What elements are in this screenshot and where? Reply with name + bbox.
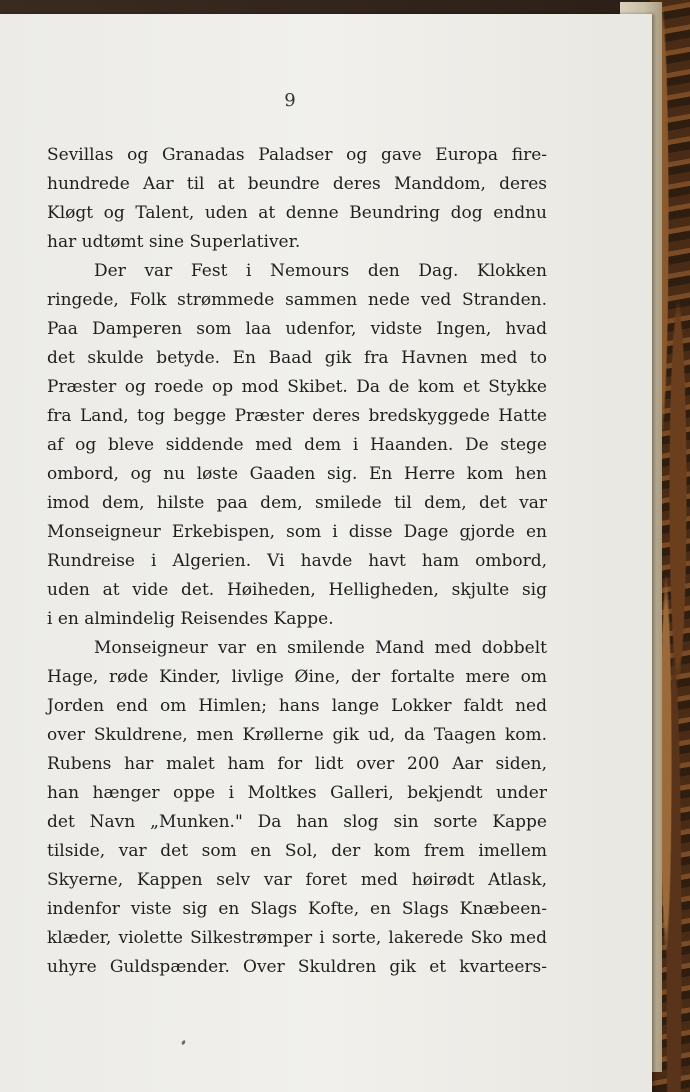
text-line: Skyerne, Kappen selv var foret med høirødt Atlask, <box>47 870 547 890</box>
body-text <box>47 141 547 982</box>
text-line: Paa Damperen som laa udenfor, vidste Ingen, hvad <box>47 319 547 339</box>
text-line: over Skuldrene, men Krøllerne gik ud, da Taagen kom. <box>47 725 547 745</box>
text-line: uhyre Guldspænder. Over Skuldren gik et kvarteers- <box>47 957 547 977</box>
text-line: Rundreise i Algerien. Vi havde havt ham ombord, <box>47 551 547 571</box>
text-line: Rubens har malet ham for lidt over 200 Aar siden, <box>47 754 547 774</box>
page-number: 9 <box>284 90 296 111</box>
text-line: hundrede Aar til at beundre deres Manddom, deres <box>47 174 547 194</box>
text-line: ombord, og nu løste Gaaden sig. En Herre kom hen <box>47 464 547 484</box>
text-line: det Navn „Munken." Da han slog sin sorte Kappe <box>47 812 547 832</box>
text-line: Monseigneur Erkebispen, som i disse Dage gjorde en <box>47 522 547 542</box>
text-line: tilside, var det som en Sol, der kom frem imellem <box>47 841 547 861</box>
text-line: uden at vide det. Høiheden, Helligheden, skjulte sig <box>47 580 547 600</box>
text-line: imod dem, hilste paa dem, smilede til dem, det var <box>47 493 547 513</box>
text-line: Monseigneur var en smilende Mand med dobbelt <box>94 638 547 658</box>
text-line: Sevillas og Granadas Paladser og gave Europa fire- <box>47 145 547 165</box>
book-page <box>0 14 652 1092</box>
text-line: det skulde betyde. En Baad gik fra Havnen med to <box>47 348 547 368</box>
text-line: Jorden end om Himlen; hans lange Lokker faldt ned <box>47 696 547 716</box>
text-line: klæder, violette Silkestrømper i sorte, lakerede Sko med <box>47 928 547 948</box>
text-line: fra Land, tog begge Præster deres bredskyggede Hatte <box>47 406 547 426</box>
text-line: Der var Fest i Nemours den Dag. Klokken <box>94 261 547 281</box>
text-line: af og bleve siddende med dem i Haanden. De stege <box>47 435 547 455</box>
text-line: Kløgt og Talent, uden at denne Beundring dog endnu <box>47 203 547 223</box>
text-line: Præster og roede op mod Skibet. Da de kom et Stykke <box>47 377 547 397</box>
text-line: har udtømt sine Superlativer. <box>47 232 301 252</box>
text-line: indenfor viste sig en Slags Kofte, en Slags Knæbeen- <box>47 899 547 919</box>
text-line: i en almindelig Reisendes Kappe. <box>47 609 334 629</box>
text-line: Hage, røde Kinder, livlige Øine, der fortalte mere om <box>47 667 547 687</box>
text-line: han hænger oppe i Moltkes Galleri, bekjendt under <box>47 783 547 803</box>
text-line: ringede, Folk strømmede sammen nede ved Stranden. <box>47 290 547 310</box>
